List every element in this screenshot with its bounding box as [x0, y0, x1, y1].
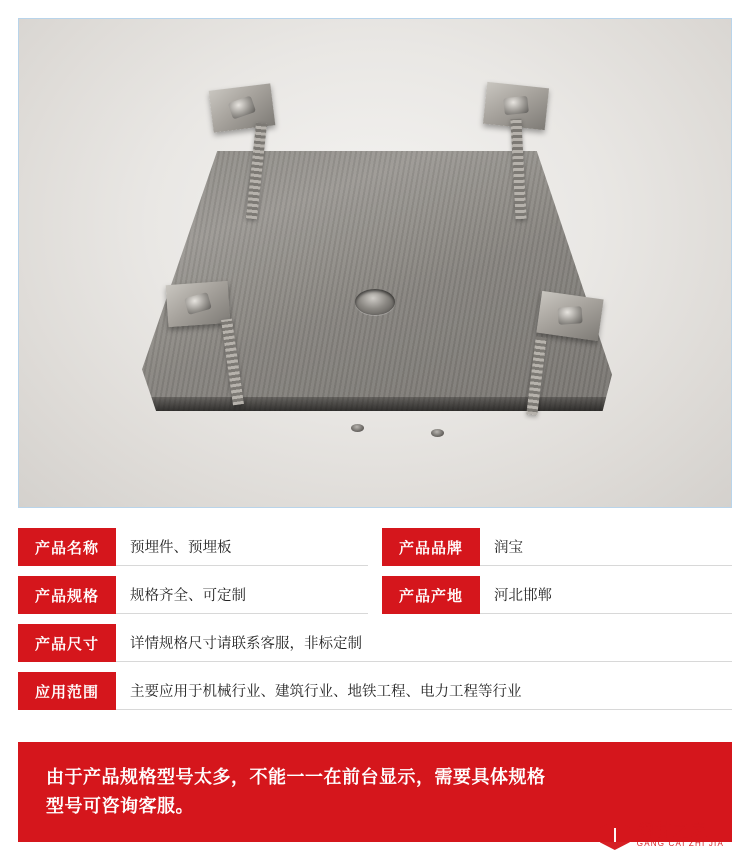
table-row	[18, 528, 732, 566]
spec-label-product-origin: 产品产地	[382, 576, 480, 614]
table-row	[18, 576, 732, 614]
column-spacer	[368, 576, 382, 614]
spec-value-application-range: 主要应用于机械行业、建筑行业、地铁工程、电力工程等行业	[116, 672, 732, 710]
anchor-nut-icon	[228, 96, 256, 120]
spec-pair-size	[18, 624, 732, 662]
spec-value-product-spec: 规格齐全、可定制	[116, 576, 368, 614]
spec-pair-name	[18, 528, 368, 566]
product-photo	[19, 19, 731, 507]
site-watermark	[600, 820, 724, 850]
watermark-cn: 钢材之家	[636, 820, 709, 840]
anchor-nut-icon	[558, 306, 583, 325]
plate-center-hole	[355, 289, 395, 315]
product-spec-table	[18, 528, 732, 720]
plate-small-hole	[431, 429, 444, 437]
notice-text	[46, 763, 546, 821]
notice-line-2: 型号可咨询客服。	[46, 796, 194, 816]
spec-label-product-brand: 产品品牌	[382, 528, 480, 566]
table-row	[18, 672, 732, 710]
column-spacer	[368, 528, 382, 566]
spec-label-application-range: 应用范围	[18, 672, 116, 710]
anchor-plate	[536, 291, 603, 341]
spec-value-product-name: 预埋件、预埋板	[116, 528, 368, 566]
watermark-en: GANG CAI ZHI JIA	[636, 838, 724, 848]
anchor-nut-icon	[503, 96, 529, 115]
spec-label-product-size: 产品尺寸	[18, 624, 116, 662]
cube-logo-icon	[600, 820, 630, 850]
anchor-nut-icon	[184, 292, 212, 315]
spec-pair-origin	[382, 576, 732, 614]
spec-label-product-spec: 产品规格	[18, 576, 116, 614]
spec-value-product-size: 详情规格尺寸请联系客服，非标定制	[116, 624, 732, 662]
table-row	[18, 624, 732, 662]
plate-small-hole	[351, 424, 364, 432]
watermark-text	[637, 822, 724, 848]
notice-line-1: 由于产品规格型号太多，不能一一在前台显示，需要具体规格	[46, 767, 546, 788]
spec-label-product-name: 产品名称	[18, 528, 116, 566]
spec-value-product-origin: 河北邯郸	[480, 576, 732, 614]
spec-pair-brand	[382, 528, 732, 566]
product-image-panel	[18, 18, 732, 508]
spec-pair-application	[18, 672, 732, 710]
spec-value-product-brand: 润宝	[480, 528, 732, 566]
spec-pair-spec	[18, 576, 368, 614]
